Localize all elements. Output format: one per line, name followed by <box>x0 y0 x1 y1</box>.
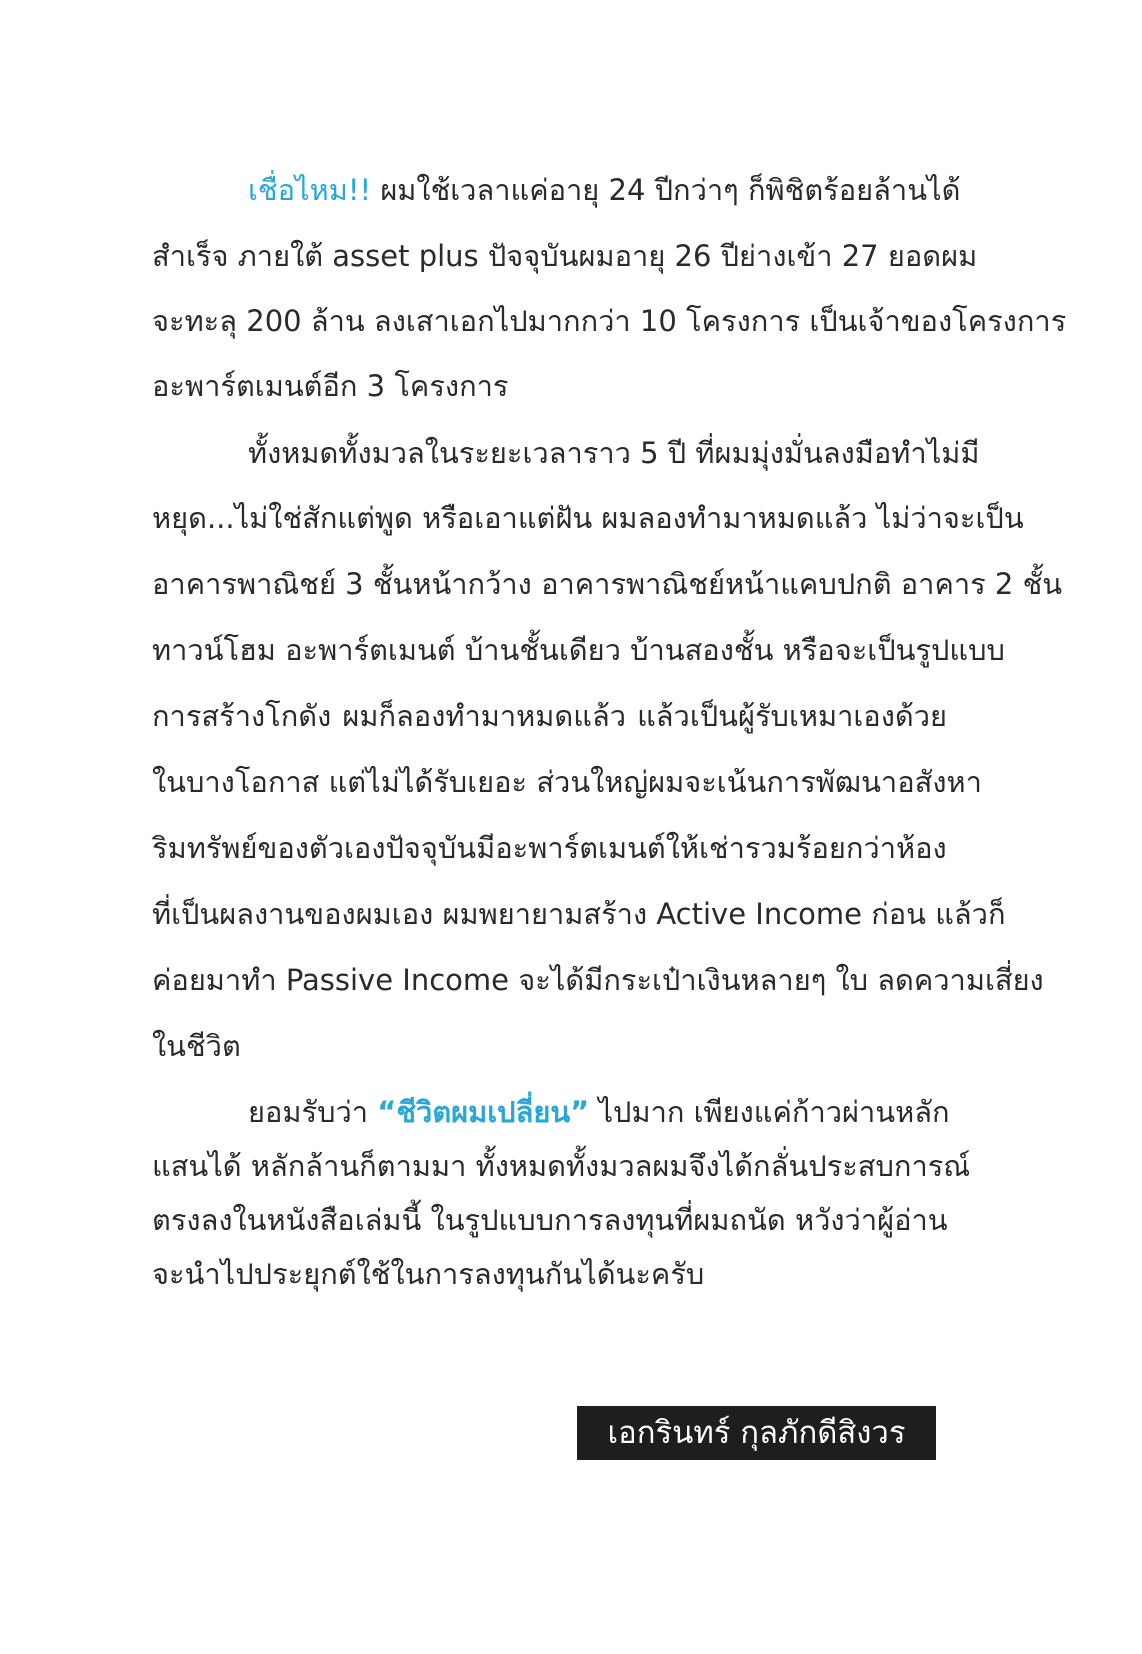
p3-quote-highlight: “ชีวิตผมเปลี่ยน” <box>377 1095 590 1129</box>
p3-line-2: แสนได้ หลักล้านก็ตามมา ทั้งหมดทั้งมวลผมจึงได้กลั่นประสบการณ์ <box>152 1149 971 1183</box>
p3-line-4: จะนำไปประยุกต์ใช้ในการลงทุนกันได้นะครับ <box>152 1257 705 1291</box>
p1-lead-highlight: เชื่อไหม!! <box>248 173 372 207</box>
p2-line-1: ทั้งหมดทั้งมวลในระยะเวลาราว 5 ปี ที่ผมมุ่งมั่นลงมือทำไม่มี <box>248 436 980 470</box>
p3-line-3: ตรงลงในหนังสือเล่มนี้ ในรูปแบบการลงทุนที่ผมถนัด หวังว่าผู้อ่าน <box>152 1203 948 1237</box>
p1-line-4: อะพาร์ตเมนต์อีก 3 โครงการ <box>152 369 509 403</box>
author-signature: เอกรินทร์ กุลภักดีสิงวร <box>577 1406 936 1460</box>
p2-line-7: ริมทรัพย์ของตัวเองปัจจุบันมีอะพาร์ตเมนต์ให้เช่ารวมร้อยกว่าห้อง <box>152 831 947 865</box>
p1-line-3: จะทะลุ 200 ล้าน ลงเสาเอกไปมากกว่า 10 โครงการ เป็นเจ้าของโครงการ <box>152 304 1067 338</box>
p1-line-2: สำเร็จ ภายใต้ asset plus ปัจจุบันผมอายุ 26 ปีย่างเข้า 27 ยอดผม <box>152 239 978 273</box>
p3-line-1-pre: ยอมรับว่า <box>248 1095 369 1129</box>
p2-line-5: การสร้างโกดัง ผมก็ลองทำมาหมดแล้ว แล้วเป็นผู้รับเหมาเองด้วย <box>152 699 947 733</box>
p3-line-1 <box>152 1092 950 1132</box>
p2-line-6: ในบางโอกาส แต่ไม่ได้รับเยอะ ส่วนใหญ่ผมจะเน้นการพัฒนาอสังหา <box>152 765 982 799</box>
p2-line-10: ในชีวิต <box>152 1029 241 1063</box>
p1-line-1-text: ผมใช้เวลาแค่อายุ 24 ปีกว่าๆ ก็พิชิตร้อยล้านได้ <box>380 173 961 207</box>
p2-line-8: ที่เป็นผลงานของผมเอง ผมพยายามสร้าง Active Income ก่อน แล้วก็ <box>152 897 1006 931</box>
p2-line-2: หยุด...ไม่ใช่สักแต่พูด หรือเอาแต่ฝัน ผมลองทำมาหมดแล้ว ไม่ว่าจะเป็น <box>152 501 1024 535</box>
p2-line-3: อาคารพาณิชย์ 3 ชั้นหน้ากว้าง อาคารพาณิชย์หน้าแคบปกติ อาคาร 2 ชั้น <box>152 567 1063 601</box>
p2-line-9: ค่อยมาทำ Passive Income จะได้มีกระเป๋าเงินหลายๆ ใบ ลดความเสี่ยง <box>152 963 1044 997</box>
p1-line-1 <box>152 170 961 210</box>
p2-line-4: ทาวน์โฮม อะพาร์ตเมนต์ บ้านชั้นเดียว บ้านสองชั้น หรือจะเป็นรูปแบบ <box>152 633 1005 667</box>
p3-line-1-post: ไปมาก เพียงแค่ก้าวผ่านหลัก <box>598 1095 950 1129</box>
